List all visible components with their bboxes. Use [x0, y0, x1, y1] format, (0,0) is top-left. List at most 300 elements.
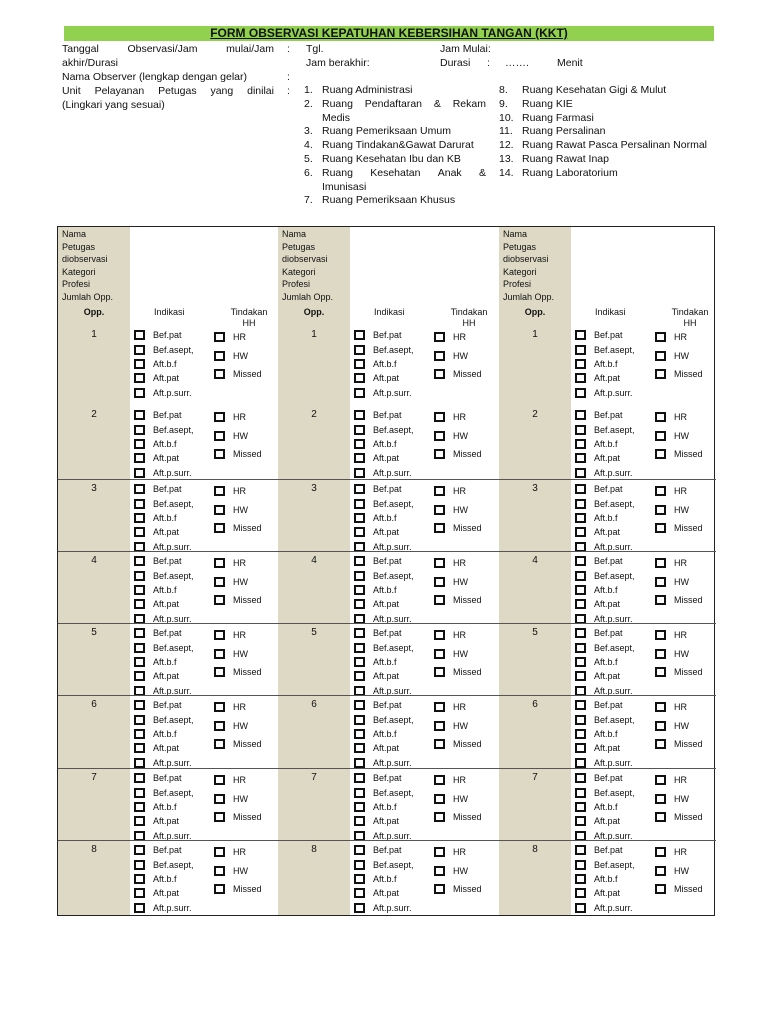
tindakan-option[interactable]	[655, 573, 703, 592]
tindakan-option[interactable]	[655, 554, 703, 573]
checkbox[interactable]	[354, 788, 365, 798]
checkbox[interactable]	[655, 794, 666, 804]
checkbox[interactable]	[354, 888, 365, 898]
checkbox[interactable]	[575, 643, 586, 653]
indikasi-option[interactable]	[134, 640, 194, 654]
indikasi-option[interactable]	[134, 408, 194, 422]
indikasi-option[interactable]	[354, 422, 414, 436]
checkbox[interactable]	[134, 729, 145, 739]
indikasi-option[interactable]	[134, 814, 194, 828]
checkbox[interactable]	[134, 743, 145, 753]
checkbox[interactable]	[134, 439, 145, 449]
indikasi-option[interactable]	[354, 482, 414, 496]
tindakan-option[interactable]	[434, 519, 482, 538]
checkbox[interactable]	[134, 571, 145, 581]
tindakan-option[interactable]	[214, 663, 262, 682]
checkbox[interactable]	[354, 410, 365, 420]
tindakan-option[interactable]	[214, 843, 262, 862]
checkbox[interactable]	[575, 585, 586, 595]
checkbox[interactable]	[434, 702, 445, 712]
checkbox[interactable]	[575, 527, 586, 537]
checkbox[interactable]	[655, 721, 666, 731]
checkbox[interactable]	[655, 332, 666, 342]
tindakan-option[interactable]	[214, 862, 262, 881]
checkbox[interactable]	[575, 468, 586, 478]
checkbox[interactable]	[655, 630, 666, 640]
checkbox[interactable]	[655, 577, 666, 587]
checkbox[interactable]	[655, 812, 666, 822]
tindakan-option[interactable]	[434, 328, 482, 347]
checkbox[interactable]	[134, 643, 145, 653]
checkbox[interactable]	[575, 758, 586, 768]
checkbox[interactable]	[354, 439, 365, 449]
tindakan-option[interactable]	[434, 427, 482, 446]
tindakan-option[interactable]	[655, 698, 703, 717]
tindakan-option[interactable]	[655, 347, 703, 366]
indikasi-option[interactable]	[575, 496, 635, 510]
tindakan-option[interactable]	[434, 880, 482, 899]
indikasi-option[interactable]	[134, 901, 194, 915]
checkbox[interactable]	[575, 773, 586, 783]
tindakan-option[interactable]	[655, 626, 703, 645]
checkbox[interactable]	[214, 558, 225, 568]
tindakan-option[interactable]	[655, 862, 703, 881]
checkbox[interactable]	[575, 700, 586, 710]
checkbox[interactable]	[354, 628, 365, 638]
checkbox[interactable]	[655, 847, 666, 857]
checkbox[interactable]	[214, 775, 225, 785]
checkbox[interactable]	[575, 874, 586, 884]
indikasi-option[interactable]	[575, 843, 635, 857]
checkbox[interactable]	[434, 369, 445, 379]
indikasi-option[interactable]	[134, 422, 194, 436]
indikasi-option[interactable]	[134, 771, 194, 785]
indikasi-option[interactable]	[134, 626, 194, 640]
checkbox[interactable]	[434, 449, 445, 459]
indikasi-option[interactable]	[575, 872, 635, 886]
checkbox[interactable]	[655, 775, 666, 785]
checkbox[interactable]	[214, 630, 225, 640]
tindakan-option[interactable]	[655, 427, 703, 446]
checkbox[interactable]	[134, 816, 145, 826]
checkbox[interactable]	[354, 453, 365, 463]
checkbox[interactable]	[434, 847, 445, 857]
indikasi-option[interactable]	[134, 568, 194, 582]
checkbox[interactable]	[575, 715, 586, 725]
checkbox[interactable]	[575, 888, 586, 898]
indikasi-option[interactable]	[575, 408, 635, 422]
indikasi-option[interactable]	[575, 901, 635, 915]
checkbox[interactable]	[575, 410, 586, 420]
checkbox[interactable]	[134, 453, 145, 463]
checkbox[interactable]	[434, 794, 445, 804]
checkbox[interactable]	[134, 527, 145, 537]
indikasi-option[interactable]	[134, 466, 194, 480]
checkbox[interactable]	[214, 721, 225, 731]
checkbox[interactable]	[655, 505, 666, 515]
checkbox[interactable]	[434, 486, 445, 496]
indikasi-option[interactable]	[575, 466, 635, 480]
indikasi-option[interactable]	[575, 886, 635, 900]
checkbox[interactable]	[354, 657, 365, 667]
checkbox[interactable]	[134, 628, 145, 638]
tindakan-option[interactable]	[434, 862, 482, 881]
checkbox[interactable]	[655, 866, 666, 876]
checkbox[interactable]	[434, 649, 445, 659]
checkbox[interactable]	[575, 671, 586, 681]
tindakan-option[interactable]	[214, 445, 262, 464]
checkbox[interactable]	[434, 431, 445, 441]
indikasi-option[interactable]	[354, 626, 414, 640]
tindakan-option[interactable]	[434, 771, 482, 790]
checkbox[interactable]	[434, 505, 445, 515]
indikasi-option[interactable]	[354, 741, 414, 755]
checkbox[interactable]	[134, 468, 145, 478]
indikasi-option[interactable]	[575, 482, 635, 496]
checkbox[interactable]	[354, 359, 365, 369]
checkbox[interactable]	[134, 671, 145, 681]
tindakan-option[interactable]	[434, 445, 482, 464]
checkbox[interactable]	[134, 802, 145, 812]
indikasi-option[interactable]	[575, 386, 635, 400]
tindakan-option[interactable]	[214, 365, 262, 384]
checkbox[interactable]	[434, 558, 445, 568]
tindakan-option[interactable]	[655, 880, 703, 899]
indikasi-option[interactable]	[354, 511, 414, 525]
checkbox[interactable]	[134, 715, 145, 725]
checkbox[interactable]	[655, 739, 666, 749]
checkbox[interactable]	[354, 643, 365, 653]
tindakan-option[interactable]	[214, 501, 262, 520]
tindakan-option[interactable]	[655, 482, 703, 501]
indikasi-option[interactable]	[354, 583, 414, 597]
checkbox[interactable]	[655, 486, 666, 496]
tindakan-option[interactable]	[655, 771, 703, 790]
tindakan-option[interactable]	[434, 347, 482, 366]
checkbox[interactable]	[354, 556, 365, 566]
tindakan-option[interactable]	[434, 663, 482, 682]
indikasi-option[interactable]	[134, 727, 194, 741]
checkbox[interactable]	[134, 903, 145, 913]
checkbox[interactable]	[134, 773, 145, 783]
checkbox[interactable]	[134, 700, 145, 710]
tindakan-option[interactable]	[214, 573, 262, 592]
tindakan-option[interactable]	[214, 554, 262, 573]
indikasi-option[interactable]	[134, 597, 194, 611]
checkbox[interactable]	[434, 577, 445, 587]
indikasi-option[interactable]	[354, 712, 414, 726]
checkbox[interactable]	[434, 412, 445, 422]
indikasi-option[interactable]	[134, 785, 194, 799]
checkbox[interactable]	[134, 373, 145, 383]
indikasi-option[interactable]	[134, 583, 194, 597]
indikasi-option[interactable]	[575, 342, 635, 356]
checkbox[interactable]	[354, 330, 365, 340]
checkbox[interactable]	[134, 860, 145, 870]
checkbox[interactable]	[575, 816, 586, 826]
tindakan-option[interactable]	[434, 501, 482, 520]
checkbox[interactable]	[214, 431, 225, 441]
checkbox[interactable]	[354, 373, 365, 383]
indikasi-option[interactable]	[354, 669, 414, 683]
indikasi-option[interactable]	[575, 727, 635, 741]
checkbox[interactable]	[354, 599, 365, 609]
tindakan-option[interactable]	[214, 408, 262, 427]
checkbox[interactable]	[354, 802, 365, 812]
tindakan-option[interactable]	[214, 591, 262, 610]
indikasi-option[interactable]	[134, 357, 194, 371]
indikasi-option[interactable]	[354, 785, 414, 799]
checkbox[interactable]	[134, 788, 145, 798]
indikasi-option[interactable]	[134, 741, 194, 755]
checkbox[interactable]	[214, 351, 225, 361]
indikasi-option[interactable]	[134, 800, 194, 814]
indikasi-option[interactable]	[134, 712, 194, 726]
checkbox[interactable]	[214, 884, 225, 894]
indikasi-option[interactable]	[134, 843, 194, 857]
checkbox[interactable]	[214, 505, 225, 515]
indikasi-option[interactable]	[134, 525, 194, 539]
checkbox[interactable]	[354, 874, 365, 884]
checkbox[interactable]	[655, 449, 666, 459]
checkbox[interactable]	[134, 845, 145, 855]
indikasi-option[interactable]	[354, 872, 414, 886]
checkbox[interactable]	[434, 523, 445, 533]
indikasi-option[interactable]	[134, 371, 194, 385]
indikasi-option[interactable]	[354, 328, 414, 342]
tindakan-option[interactable]	[214, 808, 262, 827]
checkbox[interactable]	[575, 599, 586, 609]
indikasi-option[interactable]	[354, 640, 414, 654]
checkbox[interactable]	[575, 845, 586, 855]
checkbox[interactable]	[575, 729, 586, 739]
checkbox[interactable]	[214, 847, 225, 857]
indikasi-option[interactable]	[575, 814, 635, 828]
indikasi-option[interactable]	[134, 451, 194, 465]
indikasi-option[interactable]	[575, 800, 635, 814]
indikasi-option[interactable]	[354, 437, 414, 451]
checkbox[interactable]	[575, 788, 586, 798]
checkbox[interactable]	[434, 351, 445, 361]
checkbox[interactable]	[575, 903, 586, 913]
tindakan-option[interactable]	[655, 663, 703, 682]
indikasi-option[interactable]	[134, 437, 194, 451]
checkbox[interactable]	[354, 758, 365, 768]
tindakan-option[interactable]	[434, 843, 482, 862]
tindakan-option[interactable]	[655, 519, 703, 538]
indikasi-option[interactable]	[134, 872, 194, 886]
tindakan-option[interactable]	[434, 365, 482, 384]
indikasi-option[interactable]	[134, 669, 194, 683]
indikasi-option[interactable]	[354, 357, 414, 371]
checkbox[interactable]	[575, 571, 586, 581]
checkbox[interactable]	[575, 439, 586, 449]
indikasi-option[interactable]	[575, 698, 635, 712]
indikasi-option[interactable]	[134, 554, 194, 568]
checkbox[interactable]	[434, 595, 445, 605]
tindakan-option[interactable]	[214, 482, 262, 501]
checkbox[interactable]	[655, 884, 666, 894]
checkbox[interactable]	[134, 330, 145, 340]
checkbox[interactable]	[434, 866, 445, 876]
tindakan-option[interactable]	[434, 591, 482, 610]
indikasi-option[interactable]	[134, 511, 194, 525]
tindakan-option[interactable]	[434, 808, 482, 827]
checkbox[interactable]	[354, 345, 365, 355]
checkbox[interactable]	[134, 556, 145, 566]
tindakan-option[interactable]	[655, 501, 703, 520]
tindakan-option[interactable]	[214, 519, 262, 538]
indikasi-option[interactable]	[575, 669, 635, 683]
tindakan-option[interactable]	[434, 573, 482, 592]
indikasi-option[interactable]	[134, 342, 194, 356]
checkbox[interactable]	[134, 874, 145, 884]
checkbox[interactable]	[214, 649, 225, 659]
checkbox[interactable]	[655, 702, 666, 712]
checkbox[interactable]	[434, 884, 445, 894]
checkbox[interactable]	[575, 373, 586, 383]
tindakan-option[interactable]	[214, 771, 262, 790]
indikasi-option[interactable]	[575, 511, 635, 525]
indikasi-option[interactable]	[134, 386, 194, 400]
indikasi-option[interactable]	[575, 371, 635, 385]
checkbox[interactable]	[354, 468, 365, 478]
checkbox[interactable]	[354, 484, 365, 494]
tindakan-option[interactable]	[434, 482, 482, 501]
indikasi-option[interactable]	[575, 857, 635, 871]
tindakan-option[interactable]	[214, 328, 262, 347]
checkbox[interactable]	[214, 449, 225, 459]
checkbox[interactable]	[575, 345, 586, 355]
checkbox[interactable]	[134, 499, 145, 509]
indikasi-option[interactable]	[575, 437, 635, 451]
indikasi-option[interactable]	[354, 843, 414, 857]
checkbox[interactable]	[354, 388, 365, 398]
indikasi-option[interactable]	[354, 597, 414, 611]
checkbox[interactable]	[134, 425, 145, 435]
tindakan-option[interactable]	[434, 735, 482, 754]
checkbox[interactable]	[134, 410, 145, 420]
indikasi-option[interactable]	[354, 342, 414, 356]
indikasi-option[interactable]	[575, 785, 635, 799]
checkbox[interactable]	[134, 657, 145, 667]
checkbox[interactable]	[214, 332, 225, 342]
checkbox[interactable]	[434, 667, 445, 677]
checkbox[interactable]	[134, 585, 145, 595]
checkbox[interactable]	[134, 513, 145, 523]
checkbox[interactable]	[214, 794, 225, 804]
tindakan-option[interactable]	[655, 645, 703, 664]
checkbox[interactable]	[354, 743, 365, 753]
checkbox[interactable]	[214, 577, 225, 587]
checkbox[interactable]	[575, 453, 586, 463]
checkbox[interactable]	[575, 628, 586, 638]
checkbox[interactable]	[434, 630, 445, 640]
checkbox[interactable]	[214, 595, 225, 605]
checkbox[interactable]	[655, 595, 666, 605]
checkbox[interactable]	[575, 513, 586, 523]
checkbox[interactable]	[134, 484, 145, 494]
indikasi-option[interactable]	[575, 451, 635, 465]
tindakan-option[interactable]	[655, 843, 703, 862]
tindakan-option[interactable]	[214, 427, 262, 446]
tindakan-option[interactable]	[214, 645, 262, 664]
checkbox[interactable]	[655, 351, 666, 361]
checkbox[interactable]	[134, 388, 145, 398]
checkbox[interactable]	[214, 412, 225, 422]
checkbox[interactable]	[575, 743, 586, 753]
checkbox[interactable]	[214, 812, 225, 822]
indikasi-option[interactable]	[354, 901, 414, 915]
tindakan-option[interactable]	[655, 591, 703, 610]
checkbox[interactable]	[575, 556, 586, 566]
indikasi-option[interactable]	[575, 357, 635, 371]
checkbox[interactable]	[354, 700, 365, 710]
indikasi-option[interactable]	[575, 422, 635, 436]
indikasi-option[interactable]	[134, 698, 194, 712]
tindakan-option[interactable]	[434, 790, 482, 809]
checkbox[interactable]	[575, 499, 586, 509]
checkbox[interactable]	[354, 499, 365, 509]
indikasi-option[interactable]	[134, 328, 194, 342]
indikasi-option[interactable]	[134, 496, 194, 510]
indikasi-option[interactable]	[354, 655, 414, 669]
checkbox[interactable]	[214, 667, 225, 677]
checkbox[interactable]	[354, 585, 365, 595]
tindakan-option[interactable]	[655, 808, 703, 827]
checkbox[interactable]	[354, 903, 365, 913]
checkbox[interactable]	[214, 866, 225, 876]
indikasi-option[interactable]	[354, 727, 414, 741]
checkbox[interactable]	[354, 773, 365, 783]
indikasi-option[interactable]	[134, 655, 194, 669]
checkbox[interactable]	[354, 729, 365, 739]
indikasi-option[interactable]	[354, 857, 414, 871]
indikasi-option[interactable]	[575, 525, 635, 539]
checkbox[interactable]	[214, 523, 225, 533]
checkbox[interactable]	[214, 739, 225, 749]
checkbox[interactable]	[575, 388, 586, 398]
indikasi-option[interactable]	[354, 814, 414, 828]
checkbox[interactable]	[434, 332, 445, 342]
indikasi-option[interactable]	[575, 568, 635, 582]
checkbox[interactable]	[134, 758, 145, 768]
checkbox[interactable]	[354, 715, 365, 725]
checkbox[interactable]	[655, 649, 666, 659]
checkbox[interactable]	[354, 425, 365, 435]
tindakan-option[interactable]	[655, 735, 703, 754]
tindakan-option[interactable]	[434, 626, 482, 645]
indikasi-option[interactable]	[134, 857, 194, 871]
checkbox[interactable]	[354, 860, 365, 870]
checkbox[interactable]	[655, 523, 666, 533]
indikasi-option[interactable]	[354, 568, 414, 582]
checkbox[interactable]	[575, 425, 586, 435]
tindakan-option[interactable]	[655, 365, 703, 384]
tindakan-option[interactable]	[214, 880, 262, 899]
indikasi-option[interactable]	[354, 466, 414, 480]
checkbox[interactable]	[434, 721, 445, 731]
tindakan-option[interactable]	[214, 347, 262, 366]
tindakan-option[interactable]	[434, 645, 482, 664]
tindakan-option[interactable]	[434, 408, 482, 427]
indikasi-option[interactable]	[134, 482, 194, 496]
tindakan-option[interactable]	[655, 790, 703, 809]
checkbox[interactable]	[354, 571, 365, 581]
checkbox[interactable]	[575, 359, 586, 369]
tindakan-option[interactable]	[214, 790, 262, 809]
indikasi-option[interactable]	[575, 583, 635, 597]
